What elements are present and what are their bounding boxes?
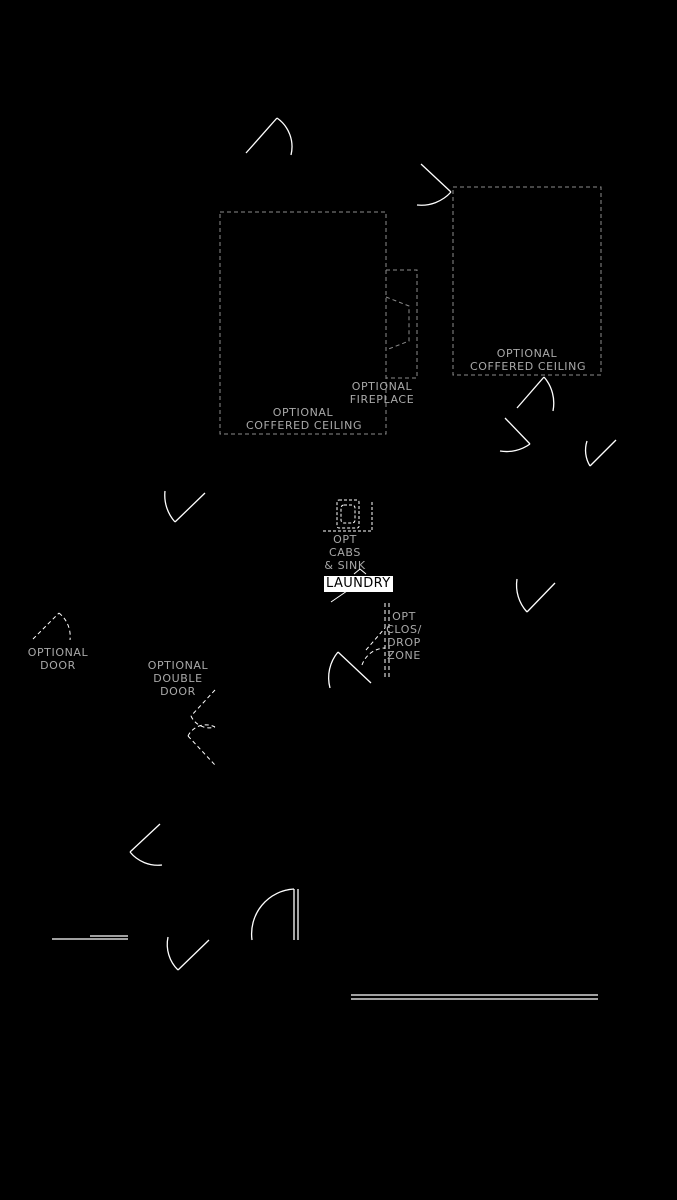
door-swing-right-2 [500, 418, 530, 452]
door-swing-right-1 [517, 377, 554, 411]
closet-dropzone-line2: CLOS/ [386, 623, 422, 636]
double-door-line3: DOOR [160, 685, 196, 698]
door-swing-laundry [329, 652, 371, 688]
fireplace-label [348, 380, 416, 406]
laundry-room-label: LAUNDRY [326, 576, 391, 591]
coffered-ceiling-right-label [470, 347, 587, 373]
closet-dropzone-line4: ZONE [387, 649, 421, 662]
door-swings [130, 118, 616, 970]
double-door-label [146, 659, 210, 698]
fireplace-line1: OPTIONAL [351, 380, 413, 393]
coffered-ceiling-left-label [246, 406, 363, 432]
door-swing-upper-right [417, 164, 451, 205]
closet-dropzone-label [384, 610, 424, 662]
walls [52, 936, 598, 999]
coffered-ceiling-right-line1: OPTIONAL [496, 347, 558, 360]
door-swing-mid-right [517, 579, 555, 612]
optional-door-swing [33, 613, 70, 640]
cabs-sink-label [322, 533, 368, 572]
coffered-ceiling-left-line2: COFFERED CEILING [246, 419, 363, 432]
door-swing-top [246, 118, 292, 155]
closet-dropzone-line1: OPT [392, 610, 416, 623]
optional-door-line1: OPTIONAL [27, 646, 89, 659]
double-door-line1: OPTIONAL [147, 659, 209, 672]
optional-door-label [26, 646, 90, 672]
coffered-ceiling-right-line2: COFFERED CEILING [470, 360, 587, 373]
door-swing-right-3 [586, 440, 616, 466]
optional-door-line2: DOOR [40, 659, 76, 672]
door-swing-bottom-left [167, 937, 209, 970]
door-swing-front [252, 889, 298, 940]
fireplace-line2: FIREPLACE [349, 393, 415, 406]
door-swing-mid-left [165, 491, 205, 522]
coffered-ceiling-left-line1: OPTIONAL [272, 406, 334, 419]
cabs-sink-line3: & SINK [324, 559, 366, 572]
closet-dropzone-line3: DROP [387, 636, 421, 649]
door-swing-lower-left [130, 824, 162, 865]
cabs-sink-line2: CABS [329, 546, 361, 559]
fireplace-outline [386, 270, 417, 378]
optional-double-door-swing [188, 690, 215, 765]
cabs-sink-line1: OPT [333, 533, 357, 546]
optional-sink-outline [323, 500, 372, 531]
double-door-line2: DOUBLE [153, 672, 203, 685]
